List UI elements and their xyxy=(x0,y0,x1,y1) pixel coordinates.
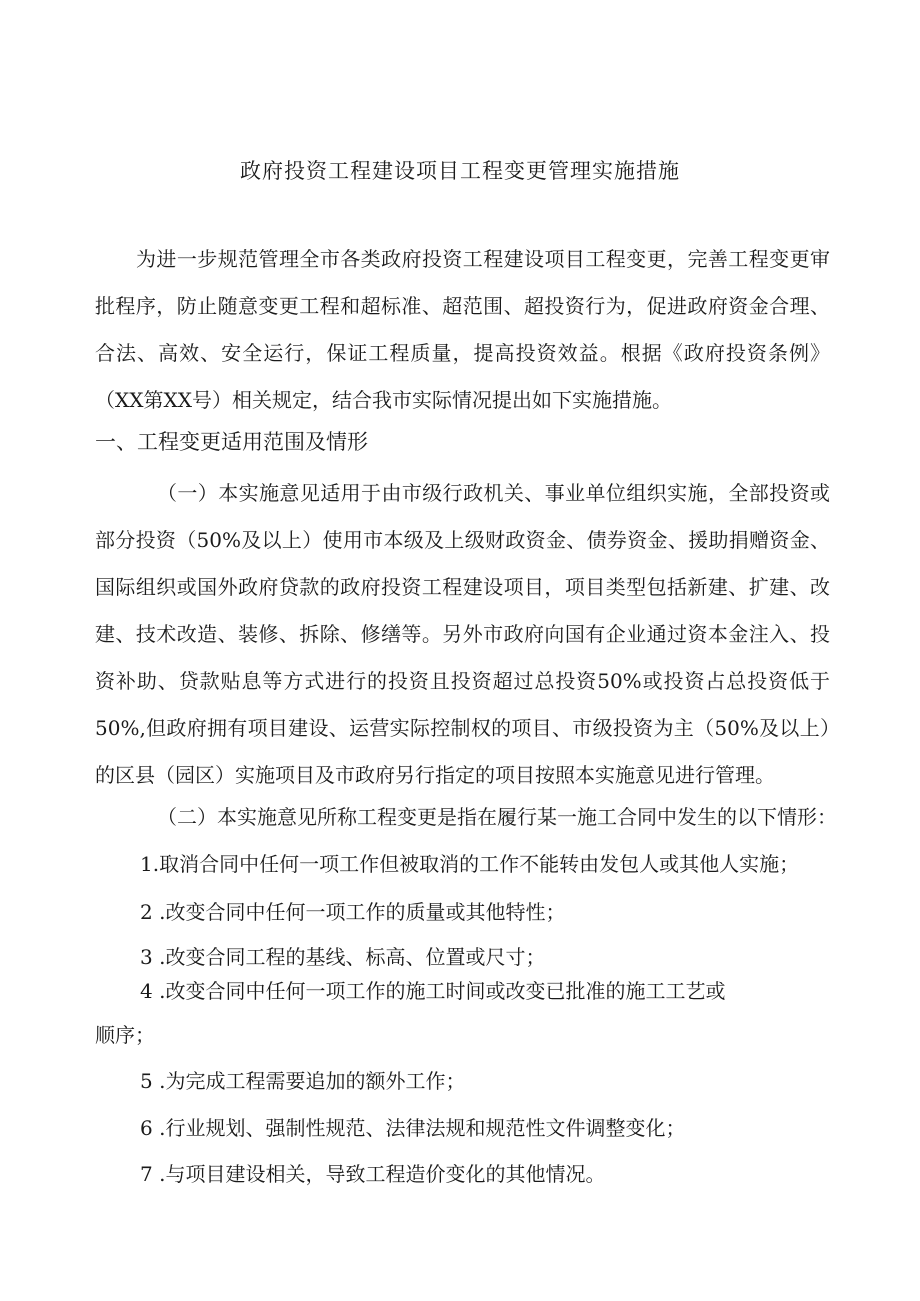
list-item-4: 4 .改变合同中任何一项工作的施工时间或改变已批准的施工工艺或 xyxy=(140,979,726,1003)
list-item-1: 1.取消合同中任何一项工作但被取消的工作不能转由发包人或其他人实施； xyxy=(140,852,800,876)
section-1-paragraph-2: （二）本实施意见所称工程变更是指在履行某一施工合同中发生的以下情形： xyxy=(157,805,837,829)
list-item-3: 3 .改变合同工程的基线、标高、位置或尺寸； xyxy=(140,945,546,969)
list-item-2: 2 .改变合同中任何一项工作的质量或其他特性； xyxy=(140,900,566,924)
list-item-6: 6 .行业规划、强制性规范、法律法规和规范性文件调整变化； xyxy=(140,1116,686,1140)
section-1-heading: 一、工程变更适用范围及情形 xyxy=(95,430,368,454)
section-1-paragraph-1: （一）本实施意见适用于由市级行政机关、事业单位组织实施，全部投资或部分投资（50%及以上）使用市本级及上级财政资金、债券资金、援助捐赠资金、国际组织或国外政府贷款的政府投资工程建设项目，项目类型包括新建、扩建、改建、技术改造、装修、拆除、修缮等。另外市政府向国有企业通过资本金注入、投资补助、贷款贴息等方式进行的投资且投资超过总投资50%或投资占总投资低于50%,但政府拥有项目建设、运营实际控制权的项目、市级投资为主（50%及以上）的区县（园区）实施项目及市政府另行指定的项目按照本实施意见进行管理。 xyxy=(95,481,830,787)
list-item-5: 5 .为完成工程需要追加的额外工作； xyxy=(140,1069,466,1093)
intro-paragraph: 为进一步规范管理全市各类政府投资工程建设项目工程变更，完善工程变更审批程序，防止随意变更工程和超标准、超范围、超投资行为，促进政府资金合理、合法、高效、安全运行，保证工程质量，提高投资效益。根据《政府投资条例》（XX第XX号）相关规定，结合我市实际情况提出如下实施措施。 xyxy=(95,247,830,412)
document-title: 政府投资工程建设项目工程变更管理实施措施 xyxy=(240,159,680,183)
list-item-4-continuation: 顺序； xyxy=(95,1023,155,1047)
list-item-7: 7 .与项目建设相关，导致工程造价变化的其他情况。 xyxy=(140,1162,606,1186)
